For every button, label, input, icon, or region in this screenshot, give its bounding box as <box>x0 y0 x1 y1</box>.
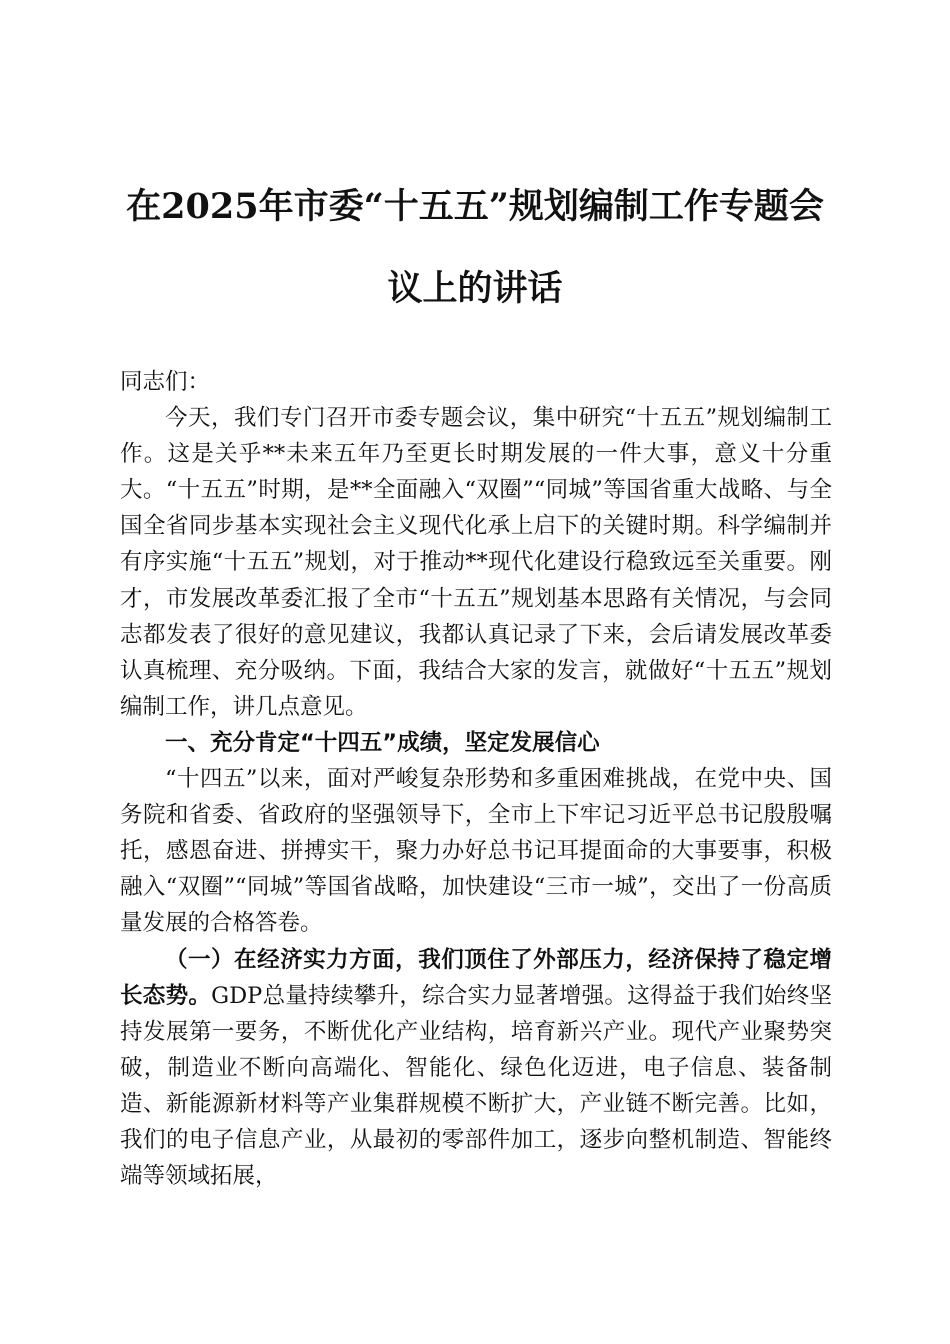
section-heading-1: 一、充分肯定“十四五”成绩，坚定发展信心 <box>165 729 600 756</box>
document-body <box>120 364 832 1194</box>
subsection-1-lead: （一）在经济实力方面，我们顶住了外部压力，经济保持了稳定增长态势。 <box>120 946 832 1009</box>
intro-paragraph: 今天，我们专门召开市委专题会议，集中研究“十五五”规划编制工作。这是关乎**未来五年乃至更长时期发展的一件大事，意义十分重大。“十五五”时期，是**全面融入“双圈”“同城”等国省重大战略、与全国全省同步基本实现社会主义现代化承上启下的关键时期。科学编制并有序实施“十五五”规划，对于推动**现代化建设行稳致远至关重要。刚才，市发展改革委汇报了全市“十五五”规划基本思路有关情况，与会同志都发表了很好的意见建议，我都认真记录了下来，会后请发展改革委认真梳理、充分吸纳。下面，我结合大家的发言，就做好“十五五”规划编制工作，讲几点意见。 <box>120 405 832 720</box>
subsection-1-paragraph <box>120 942 832 1195</box>
page-title: 在2025年市委“十五五”规划编制工作专题会议上的讲话 <box>126 186 824 309</box>
subsection-1-body: GDP总量持续攀升，综合实力显著增强。这得益于我们始终坚持发展第一要务，不断优化产业结构，培育新兴产业。现代产业聚势突破，制造业不断向高端化、智能化、绿色化迈进，电子信息、装备制造、新能源新材料等产业集群规模不断扩大，产业链不断完善。比如，我们的电子信息产业，从最初的零部件加工，逐步向整机制造、智能终端等领域拓展， <box>120 982 832 1190</box>
salutation: 同志们： <box>120 369 211 395</box>
section-1-paragraph: “十四五”以来，面对严峻复杂形势和多重困难挑战，在党中央、国务院和省委、省政府的坚强领导下，全市上下牢记习近平总书记殷殷嘱托，感恩奋进、拼搏实干，聚力办好总书记耳提面命的大事要事，积极融入“双圈”“同城”等国省战略，加快建设“三市一城”，交出了一份高质量发展的合格答卷。 <box>120 766 832 937</box>
